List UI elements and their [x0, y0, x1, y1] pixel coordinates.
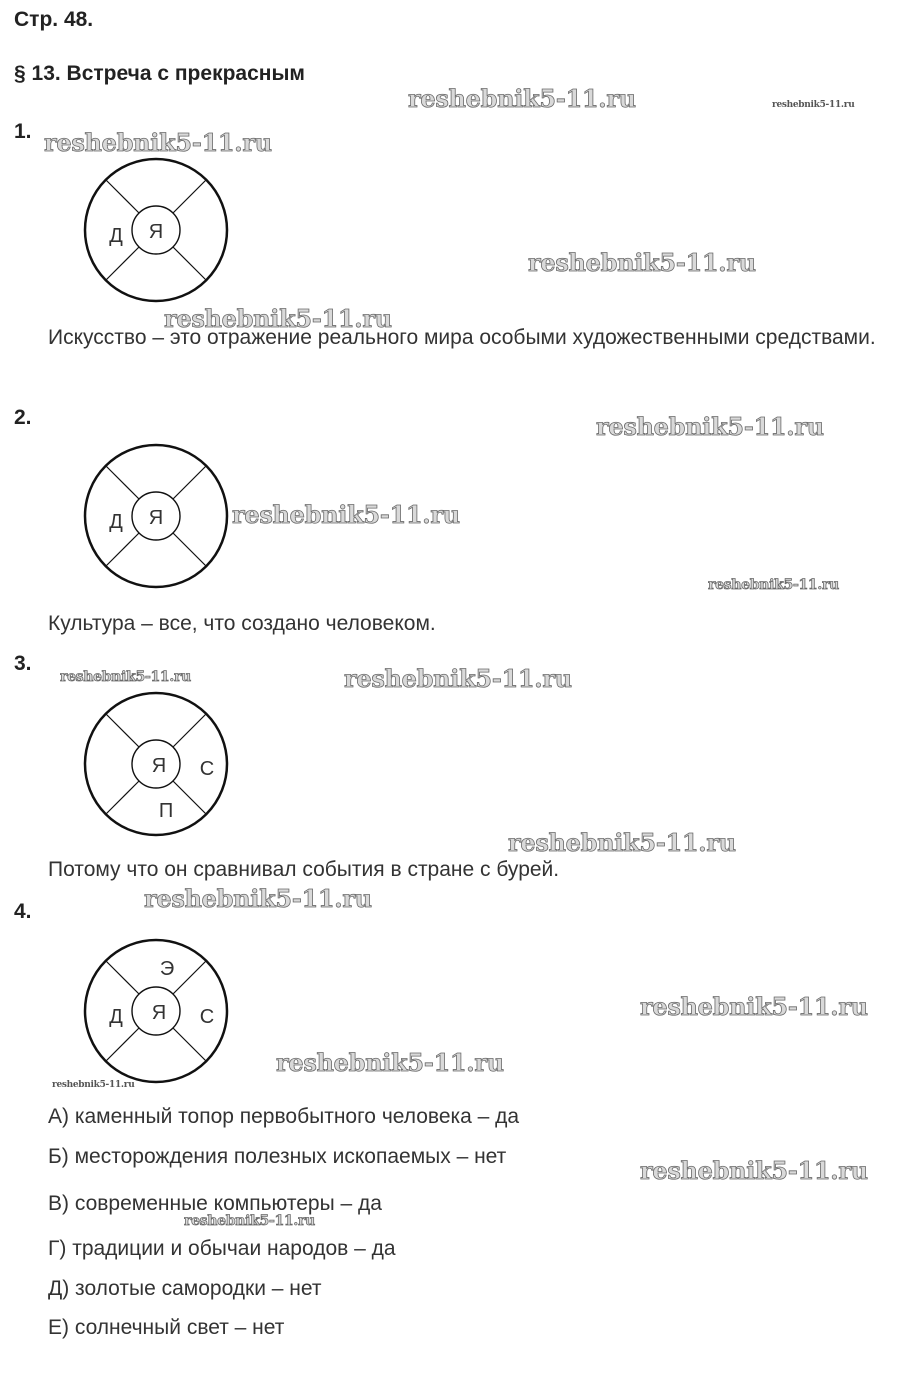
watermark: reshebnik5-11.ru: [44, 128, 272, 157]
watermark: reshebnik5-11.ru: [164, 304, 392, 333]
diagram-bottom-label: П: [158, 800, 174, 822]
diagram-center-label: Я: [151, 1002, 167, 1024]
watermark: reshebnik5-11.ru: [528, 248, 756, 277]
diagram-left-label: Д: [109, 511, 123, 533]
diagram-center-label: Я: [148, 221, 164, 243]
watermark: reshebnik5-11.ru: [144, 884, 372, 913]
watermark: reshebnik5-11.ru: [708, 577, 839, 593]
answer-item: Б) месторождения полезных ископаемых – нет: [48, 1145, 507, 1168]
circle-diagram: [82, 690, 232, 840]
watermark: reshebnik5-11.ru: [640, 992, 868, 1021]
task-number: 1.: [14, 120, 32, 143]
answer-text: Культура – все, что создано человеком.: [48, 612, 436, 635]
diagram-top-label: Э: [159, 958, 175, 980]
watermark: reshebnik5-11.ru: [408, 84, 636, 113]
task-number: 2.: [14, 406, 32, 429]
watermark: reshebnik5-11.ru: [772, 100, 855, 110]
watermark: reshebnik5-11.ru: [276, 1048, 504, 1077]
answer-item: А) каменный топор первобытного человека – да: [48, 1105, 520, 1128]
diagram-center-label: Я: [148, 507, 164, 529]
diagram-left-label: Д: [109, 225, 123, 247]
answer-item: В) современные компьютеры – да: [48, 1192, 382, 1215]
circle-diagram: [82, 937, 232, 1087]
diagram-center-label: Я: [151, 755, 167, 777]
watermark: reshebnik5-11.ru: [52, 1080, 135, 1090]
task-number: 3.: [14, 652, 32, 675]
watermark: reshebnik5-11.ru: [640, 1156, 868, 1185]
watermark: reshebnik5-11.ru: [508, 828, 736, 857]
circle-diagram: [82, 442, 232, 592]
watermark: reshebnik5-11.ru: [232, 500, 460, 529]
section-title: § 13. Встреча с прекрасным: [14, 62, 305, 85]
watermark: reshebnik5-11.ru: [344, 664, 572, 693]
answer-item: Г) традиции и обычаи народов – да: [48, 1237, 396, 1260]
diagram-left-label: Д: [109, 1006, 123, 1028]
watermark: reshebnik5-11.ru: [60, 669, 191, 685]
diagram-right-label: С: [199, 758, 215, 780]
answer-item: Д) золотые самородки – нет: [48, 1277, 322, 1300]
watermark: reshebnik5-11.ru: [596, 412, 824, 441]
watermark: reshebnik5-11.ru: [184, 1213, 315, 1229]
answer-text: Потому что он сравнивал события в стране с бурей.: [48, 858, 560, 881]
task-number: 4.: [14, 900, 32, 923]
answer-item: Е) солнечный свет – нет: [48, 1316, 285, 1339]
circle-diagram: [82, 156, 232, 306]
page-header: Стр. 48.: [14, 8, 94, 31]
answer-text: Искусство – это отражение реального мира особыми художественными средствами.: [48, 326, 876, 349]
diagram-right-label: С: [199, 1006, 215, 1028]
